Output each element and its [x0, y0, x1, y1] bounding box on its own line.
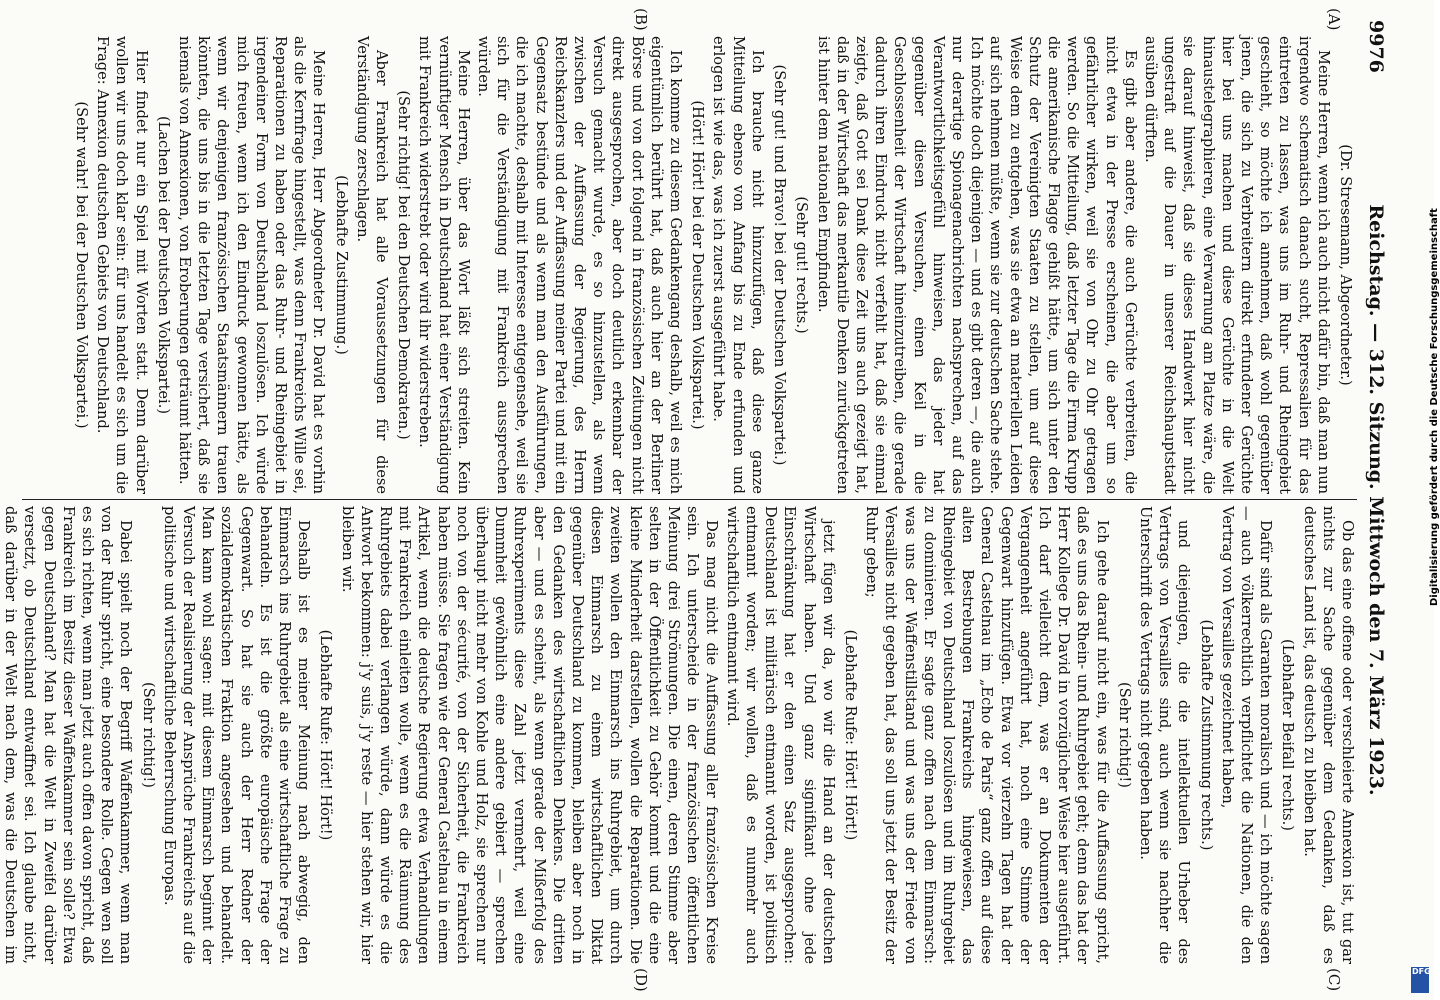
paragraph: Aber Frankreich hat alle Voraussetzungen für diese Verständigung zerschlagen. [353, 36, 391, 494]
paragraph: Ich brauche nicht hinzuzufügen, daß diese ganze Mitteilung ebenso von Anfang bis zu Ende erfunden und erlogen ist wie das, was ich zuerst ausgeführt habe. [710, 36, 766, 494]
paragraph: Es gibt aber andere, die auch Gerüchte verbreiten, die nicht etwa in der Presse erscheinen, die aber um so gefährlicher wirken, weil sie von Ohr zu Ohr getragen werden. So die Mitteilung, daß letzter Tage die Firma Krupp die amerikanische Flagge gehißt hätte, um sich unter den Schutz der Vereinigten Staaten zu stellen, um auf diese Weise dem zu entgehen, was sie etwa an materiellen Leiden auf sich nehmen müßte, wenn sie zur deutschen Sache stehe. Ich möchte doch diejenigen — und es gibt deren —, die auch nur derartige Spionagenachrichten nachsprechen, auf das Verantwortlichkeitsgefühl hinweisen, das jeder hat gegenüber diesen Versuchen, einen Keil in die Geschlossenheit der Wirtschaft hineinzutreiben, die gerade dadurch ihren Eindruck nicht verfehlt hat, daß sie einmal zeigte, daß Gott sei Dank diese Zeit uns auch gezeigt hat, daß in der Wirtschaft das merkantile Denken zurückgetreten ist hinter dem nationalen Empfinden. [814, 36, 1139, 494]
paragraph: Ich gehe darauf nicht ein, was für die Auffassung spricht, daß es uns das Rhein- und Ruhrgebiet geht; denn das hat der Herr Kollege Dr. David in vorzüglicher Weise hier ausgeführt. Ich darf vielleicht dem, was er an Dokumenten der Vergangenheit angeführt hat, noch eine Stimme der Gegenwart hinzufügen. Etwa vor vierzehn Tagen hat der General Castelnau im „Echo de Paris“ ganz offen auf diese alten Bestrebungen Frankreichs hingewiesen, das Rheingebiet von Deutschland loszulösen und im Ruhrgebiet zu dominieren. Er sagte ganz offen nach dem Einmarsch: was uns der Waffenstillstand und was uns der Friede von Versailles nicht gegeben hat, das soll uns jetzt der Besitz der Ruhr geben; [863, 506, 1111, 964]
page-title: Reichstag. — 312. Sitzung. Mittwoch den 7. März 1923. [1365, 204, 1387, 796]
reaction: (Sehr richtig!) [1115, 682, 1133, 788]
paragraph: Dafür sind als Garanten moralisch und — ich möchte sagen — auch völkerrechtlich verpflichtet die Nationen, die den Vertrag von Versailles gezeichnet haben, [1218, 506, 1275, 964]
reaction: (Lebhafte Rufe: Hört! Hört!) [841, 629, 859, 841]
reaction: (Lebhafte Rufe: Hört! Hört!) [317, 629, 335, 841]
paragraph: Ob das eine offene oder verschleierte Annexion ist, tut gar nichts zur Sache gegenüber dem Gedanken, daß es deutsches Land ist, das deutsch zu bleiben hat. [1300, 506, 1356, 964]
paragraph: Meine Herren, über das Wort läßt sich streiten. Kein vernünftiger Mensch in Deutschland hat einer Verständigung mit Frankreich widerstrebt oder wird ihr widerstreben. [416, 36, 472, 494]
reaction: (Lebhafter Beifall rechts.) [1279, 639, 1297, 831]
digitization-note: Digitalisierung gefördert durch die Deutsche Forschungsgemeinschaft [1429, 208, 1440, 606]
reaction: (Sehr gut! rechts.) [793, 196, 811, 334]
paragraph: jetzt fügen wir da, wo wir die Hand an der deutschen Wirtschaft haben. Und ganz signifikant ohne jede Einschränkung hat er den einen Satz ausgesprochen: Deutschland ist militärisch entmannt worden, ist politisch entmannt worden; wir wollen, daß es nunmehr auch wirtschaftlich entmannt wird. [723, 506, 837, 964]
reaction: (Sehr gut! und Bravo! bei der Deutschen Volkspartei.) [771, 64, 789, 466]
reaction: (Hört! Hört! bei der Deutschen Volkspartei.) [689, 100, 707, 430]
digitization-footer [1409, 0, 1440, 1000]
paragraph: und diejenigen, die die intellektuellen Urheber des Vertrags von Versailles sind, auch wenn sie nachher die Unterschrift des Vertrags nicht gegeben haben. [1136, 506, 1193, 964]
reaction: (Lebhafte Zustimmung rechts.) [1197, 619, 1215, 851]
paragraph: Meine Herren, Herr Abgeordneter Dr. David hat es vorhin als die Kernfrage hingestellt, was denn Frankreichs Wille sei, Reparationen zu haben oder das Ruhr- und Rheingebiet in irgendeiner Form von Deutschland loszulösen. Ich würde mich freuen, wenn ich den Eindruck gewonnen hätte, als wenn wir denjenigen französischen Staatsmännern trauen könnten, die uns bis in die letzten Tage versichert, daß sie niemals von Annexionen, von Eroberungen geträumt hätten. [176, 36, 328, 494]
margin-marker-b: (B) [632, 8, 650, 31]
page-number: 9976 [1365, 20, 1387, 73]
paragraph: Das mag nicht die Auffassung aller französischen Kreise sein. Ich unterscheide in der französischen öffentlichen Meinung drei Strömungen. Die einen, deren Stimme aber selten in der Öffentlichkeit zu Gehör kommt und die eine kleine Minderheit darstellen, wollen die Reparationen. Die zweiten wollen den Einmarsch ins Ruhrgebiet, um durch diesen Einmarsch zu einem wirtschaftlichen Diktat gegenüber Deutschland zu kommen, bleiben aber noch in den Gedanken des wirtschaftlichen Denkens. Die dritten aber — und es scheint, als wenn gerade der Mißerfolg des Ruhrexperiments diese Zahl jetzt vermehrt, weil eine Dummheit gewöhnlich eine andere gebiert — sprechen überhaupt nicht mehr von Kohle und Holz, sie sprechen nur noch von der sécurité, von der Sicherheit, die Frankreich haben müsse. Sie fragen wie der General Castelnau in einem Artikel, wenn die deutsche Regierung etwa Verhandlungen mit Frankreich einleiten wolle, wenn es die Räumung des Ruhrgebiets dabei verlangen würde, dann würde es die Antwort bekommen: j'y suis, j'y reste — hier stehen wir, hier bleiben wir. [338, 506, 721, 964]
left-column [17, 36, 1357, 494]
paragraph: Deshalb ist es meiner Meinung nach abwegig, den Einmarsch ins Ruhrgebiet als eine wirtschaftliche Frage zu behandeln. Es ist die größte europäische Frage der Gegenwart. So hat sie auch der Herr Redner der sozialdemokratischen Fraktion angesehen und behandelt. Man kann wohl sagen: mit diesem Einmarsch beginnt der Versuch der Realisierung der Ansprüche Frankreichs auf die politische und wirtschaftliche Beherrschung Europas. [160, 506, 313, 964]
reaction: (Lachen bei der Deutschen Volkspartei.) [154, 115, 172, 415]
paragraph: Hier findet nur ein Spiel mit Worten statt. Denn darüber wollen wir uns doch klar sein: für uns handelt es sich um die Frage: Annexion deutschen Gebiets von Deutschland. [94, 36, 150, 494]
column-divider [22, 499, 1357, 500]
reaction: (Lebhafte Zustimmung.) [332, 175, 350, 355]
page-header [1361, 20, 1387, 980]
margin-marker-a: (A) [1325, 8, 1343, 31]
right-column [2, 506, 1357, 964]
paragraph: Ich komme zu diesem Gedankengang deshalb, weil es mich eigentümlich berührt hat, daß auch hier an der Berliner Börse und von dort folgend in französischen Zeitungen nicht direkt ausgesprochen, aber doch deutlich erkennbar der Versuch gemacht wurde, es so hinzustellen, als wenn zwischen der Auffassung der Regierung, des Herrn Reichskanzlers und der Auffassung meiner Partei und mit ein Gegensatz bestünde und als wenn man den Ausführungen, die ich machte, deshalb mit Interesse entgegensehe, weil sie sich für die Verständigung mit Frankreich aussprechen würden. [475, 36, 685, 494]
reaction: (Sehr wahr! bei der Deutschen Volkspartei.) [73, 101, 90, 429]
paragraph: Dabei spielt noch der Begriff Waffenkammer, wenn man von der Ruhr spricht, eine besondere Rolle. Gegen wen soll es sich richten, wenn man jetzt auch offen davon spricht, daß Frankreich im Besitz dieser Waffenkammer sein solle? Etwa gegen Deutschland? Man hat die Welt in Zweifel darüber versetzt, ob Deutschland entwaffnet sei. Ich glaube nicht, daß darüber in der Welt nach dem, was die Deutschen im [2, 506, 135, 964]
reaction: (Sehr richtig!) [139, 682, 157, 788]
margin-marker-c: (C) [1325, 968, 1343, 992]
margin-marker-d: (D) [632, 968, 650, 992]
dfg-logo-icon: DFG [1411, 967, 1429, 993]
speaker-label: (Dr. Stresemann, Abgeordneter.) [1337, 144, 1354, 386]
paragraph: Meine Herren, wenn ich auch nicht dafür bin, daß man nun irgendwo schematisch danach sucht, Repressalien für das eintreten zu lassen, was uns im Ruhr- und Rheingebiet geschieht, so möchte ich annehmen, daß wohl gegenüber jenen, die sich zu Verbreitern direkt erfundener Gerüchte hier bei uns machen und diese Gerüchte in die Welt hinaustelegraphieren, eine Verwarnung am Platze wäre, die sie darauf hinweist, daß sie dieses Handwerk hier nicht ungestraft auf die Dauer in unserer Reichshauptstadt ausüben dürften. [1141, 36, 1332, 494]
reaction: (Sehr richtig! bei den Deutschen Demokraten.) [395, 90, 413, 440]
